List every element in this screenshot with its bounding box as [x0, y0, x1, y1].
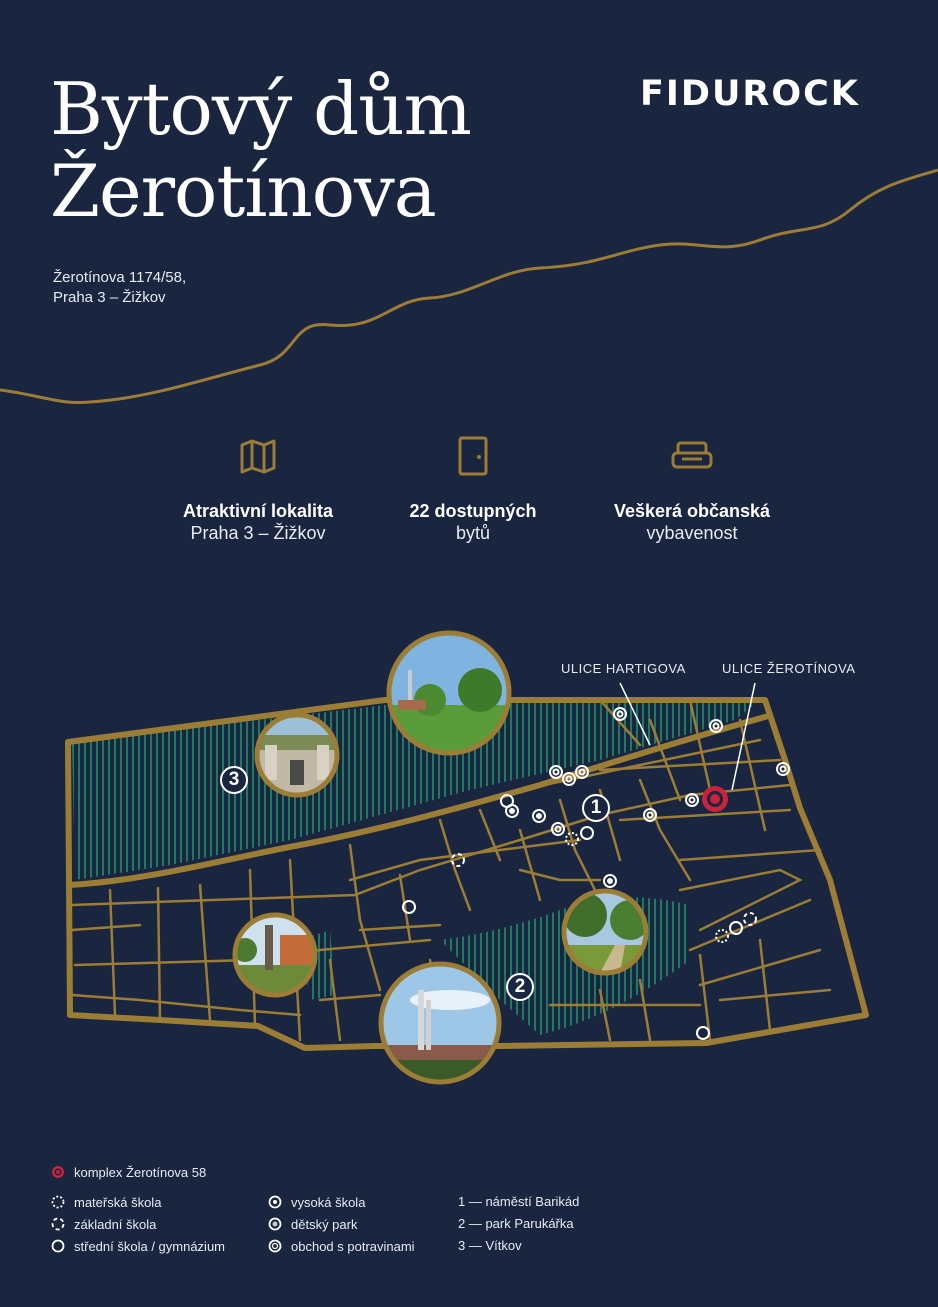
- area-number-2: 2: [514, 976, 526, 997]
- address: [53, 268, 186, 308]
- district-map: [0, 620, 938, 1100]
- photo-namesti-barikad: [233, 915, 315, 995]
- feature-subtitle: vybavenost: [646, 523, 738, 543]
- legend-label: obchod s potravinami: [291, 1238, 415, 1254]
- feature-subtitle: bytů: [455, 523, 491, 543]
- photo-zizkov-tower: [381, 964, 501, 1085]
- legend-place-2: 2 — park Parukářka: [458, 1216, 574, 1231]
- feature-subtitle: Praha 3 – Žižkov: [190, 523, 326, 543]
- street-label-zerotinova: ULICE ŽEROTÍNOVA: [722, 661, 856, 676]
- feature-amenities: [572, 432, 812, 544]
- legend-label: základní škola: [74, 1216, 157, 1232]
- feature-location: [138, 432, 378, 544]
- legend-complex: [50, 1164, 206, 1180]
- legend-highschool: [50, 1238, 225, 1254]
- page-title: [50, 68, 471, 232]
- fidurock-logo: FIDUROCK: [640, 74, 860, 114]
- legend-place-3: 3 — Vítkov: [458, 1238, 522, 1253]
- address-line-2: Praha 3 – Žižkov: [53, 289, 166, 306]
- map-legend: [50, 1160, 910, 1270]
- area-number-1: 1: [590, 797, 602, 818]
- legend-university: [267, 1194, 365, 1210]
- university-legend-icon: [267, 1194, 283, 1210]
- grocery-legend-icon: [267, 1238, 283, 1254]
- complex-legend-icon: [50, 1164, 66, 1180]
- playground-legend-icon: [267, 1216, 283, 1232]
- legend-place-1: 1 — náměstí Barikád: [458, 1194, 580, 1209]
- title-line-2: Žerotínova: [50, 149, 436, 233]
- complex-target-marker: [702, 786, 728, 812]
- feature-title: Atraktivní lokalita: [182, 501, 334, 521]
- highschool-marker: [581, 827, 593, 839]
- feature-title: 22 dostupných: [409, 501, 537, 521]
- legend-label: komplex Žerotínova 58: [74, 1164, 207, 1180]
- area-number-3: 3: [228, 769, 240, 790]
- legend-label: mateřská škola: [74, 1194, 162, 1210]
- highschool-legend-icon: [50, 1238, 66, 1254]
- photo-parukarka: [563, 891, 650, 973]
- elementary-legend-icon: [50, 1216, 66, 1232]
- photo-vitkov-park: [389, 633, 509, 755]
- sofa-icon: [670, 432, 714, 480]
- feature-apartments: [353, 432, 593, 544]
- playground-marker: [533, 810, 545, 822]
- legend-grocery: [267, 1238, 415, 1254]
- features-row: [0, 432, 938, 562]
- legend-label: dětský park: [291, 1216, 358, 1232]
- title-line-1: Bytový dům: [50, 67, 471, 151]
- playground-marker: [604, 875, 616, 887]
- kindergarten-legend-icon: [50, 1194, 66, 1210]
- street-label-hartigova: ULICE HARTIGOVA: [561, 661, 686, 676]
- legend-elementary: [50, 1216, 156, 1232]
- legend-label: vysoká škola: [291, 1194, 366, 1210]
- map-icon: [238, 432, 278, 480]
- legend-playground: [267, 1216, 357, 1232]
- feature-title: Veškerá občanská: [613, 501, 771, 521]
- address-line-1: Žerotínova 1174/58,: [53, 269, 187, 286]
- highschool-marker: [697, 1027, 709, 1039]
- legend-label: střední škola / gymnázium: [74, 1238, 226, 1254]
- legend-kindergarten: [50, 1194, 161, 1210]
- photo-vitkov-monument: [257, 715, 337, 795]
- door-icon: [453, 432, 493, 480]
